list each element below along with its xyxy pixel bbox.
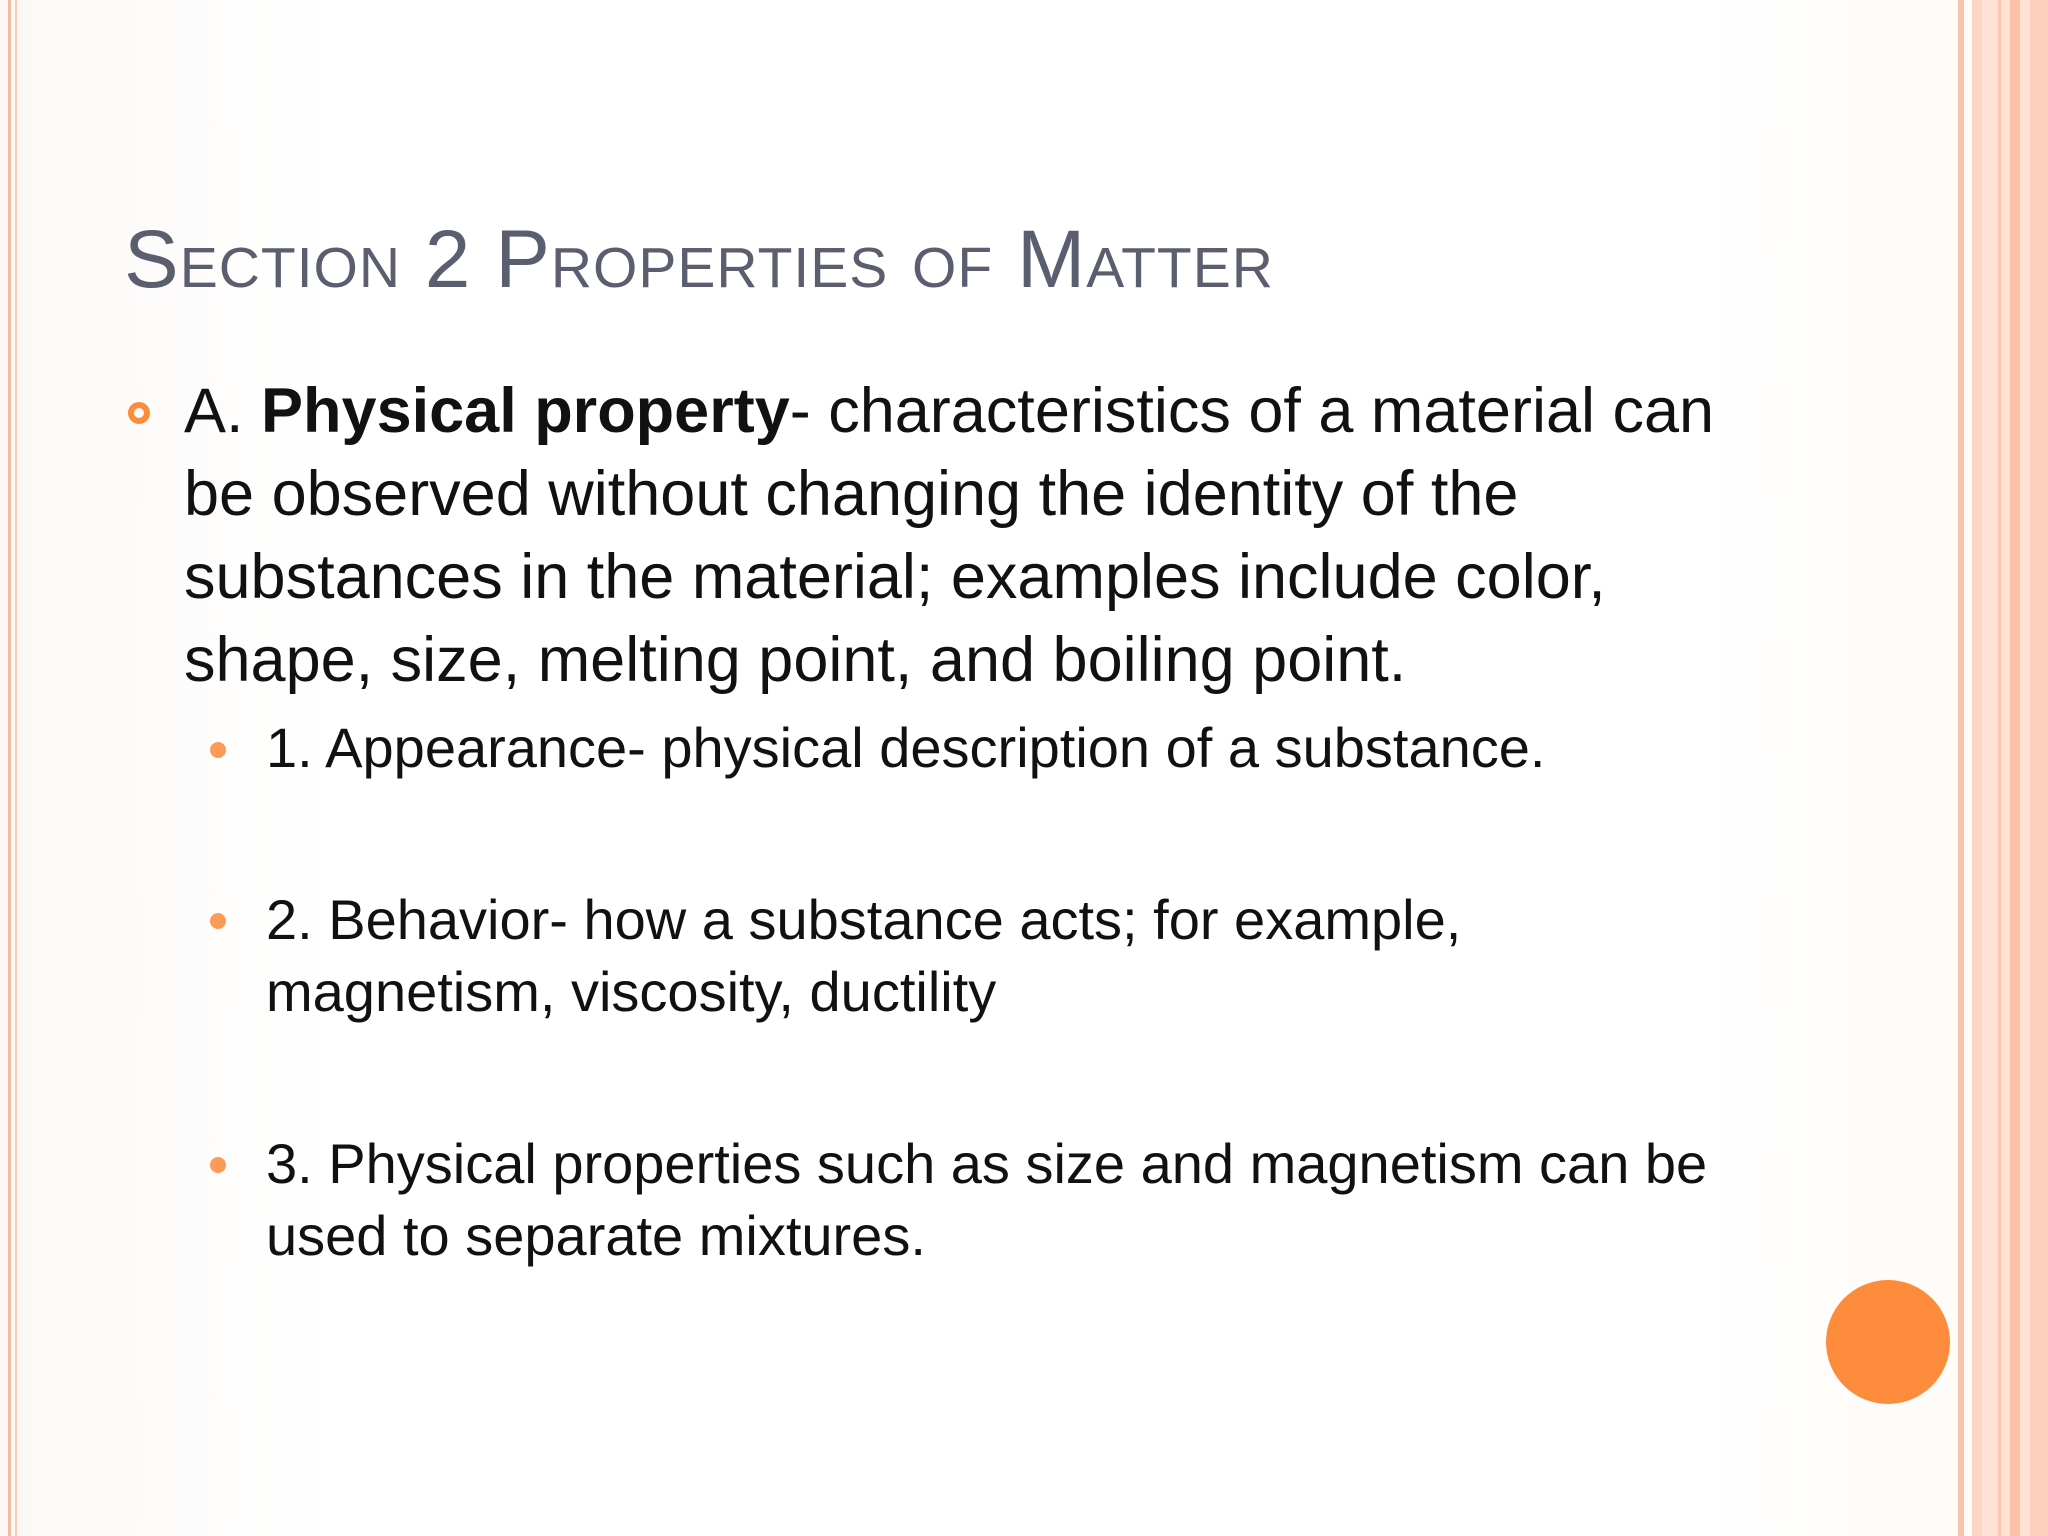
sub-bullet-dot-icon xyxy=(210,913,226,929)
hollow-bullet-icon xyxy=(128,402,150,424)
left-border-line xyxy=(8,0,11,1536)
sub-bullet-3: 3. Physical properties such as size and magnetism can be used to separate mixtures. xyxy=(266,1132,1708,1267)
right-border-stripe xyxy=(2010,0,2020,1536)
sub-bullet-dot-icon xyxy=(210,742,226,758)
main-bullet-text: - characteristics of a material can be observed without changing the identity of the substances in the material; examples include color, shape, size, melting point, and boiling point. xyxy=(184,376,1715,695)
sub-bullet-1: 1. Appearance- physical description of a substance. xyxy=(266,716,1546,779)
right-border-stripe xyxy=(1972,0,1982,1536)
main-bullet xyxy=(184,370,1744,702)
slide-title: Section 2 Properties of Matter xyxy=(124,214,1274,305)
sub-bullet-2: 2. Behavior- how a substance acts; for example, magnetism, viscosity, ductility xyxy=(266,888,1462,1023)
decorative-circle xyxy=(1826,1280,1950,1404)
left-border-line-inner xyxy=(15,0,17,1536)
sub-bullet-dot-icon xyxy=(210,1157,226,1173)
right-border-stripe xyxy=(1958,0,1964,1536)
main-bullet-term: Physical property xyxy=(261,376,790,446)
main-bullet-prefix: A. xyxy=(184,376,262,446)
right-border-stripe xyxy=(1998,0,2001,1536)
right-border-stripe xyxy=(2030,0,2048,1536)
